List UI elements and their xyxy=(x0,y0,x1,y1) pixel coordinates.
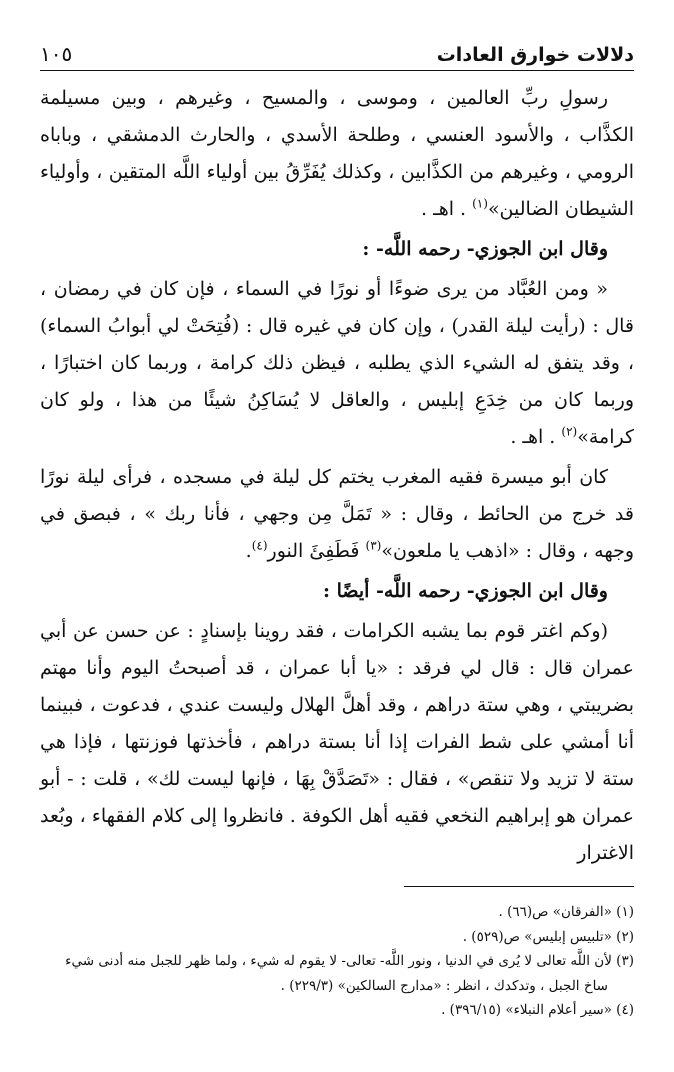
footnote-4: (٤) «سير أعلام النبلاء» (٣٩٦/١٥) . xyxy=(441,1002,634,1018)
paragraph-1 xyxy=(40,80,634,228)
paragraph-2-text: « ومن العُبَّاد من يرى ضوءًا أو نورًا في السماء ، فإن كان في رمضان ، قال : (رأيت ليلة القدر) ، وإن كان في غيره قال : (فُتِحَتْ لي أبوابُ السماء) ، وقد يتفق له الشيء الذي يطلبه ، فيظن ذلك كرامة ، وربما كان اختبارًا ، وربما كان من خِدَعِ إبليس ، والعاقل لا يُسَاكِنُ شيئًا من هذا ، ولو كان كرامة» xyxy=(40,278,634,448)
footnote-3: (٣) لأن اللَّه تعالى لا يُرى في الدنيا ، ونور اللَّه- تعالى- لا يقوم له شيء ، ولما ظهر للجبل منه أدنى شيء xyxy=(65,953,634,969)
page-number: ١٠٥ xyxy=(40,42,73,66)
paragraph-1-end: . اهـ . xyxy=(421,198,473,220)
footnote-separator xyxy=(404,886,634,887)
footnote-1: (١) «الفرقان» ص(٦٦) . xyxy=(498,904,634,920)
footnote-ref-4: (٤) xyxy=(251,538,268,553)
paragraph-3 xyxy=(40,459,634,570)
footnote-ref-2: (٢) xyxy=(561,424,578,439)
footnote-ref-3: (٣) xyxy=(365,538,382,553)
footnotes xyxy=(40,900,634,1023)
main-text xyxy=(40,80,634,875)
paragraph-3-end: . xyxy=(245,540,252,562)
paragraph-2 xyxy=(40,271,634,456)
paragraph-3-text: كان أبو ميسرة فقيه المغرب يختم كل ليلة في مسجده ، فرأى ليلة نورًا قد خرج من الحائط ، وقال : « تَمَلَّ مِن وجهي ، فأنا ربك » ، فبصق في وجهه ، وقال : «اذهب يا ملعون» xyxy=(40,466,634,562)
footnote-2: (٢) «تلبيس إبليس» ص(٥٢٩) . xyxy=(462,928,634,945)
paragraph-4: (وكم اغتر قوم بما يشبه الكرامات ، فقد روينا بإسنادٍ : عن حسن عن أبي عمران قال : قال لي فرقد : «يا أبا عمران ، قد أصبحتُ اليوم وأنا مهتم بضريبتي ، وهي ستة دراهم ، وقد أهلَّ الهلال وليست عندي ، فدعوت ، فبينما أنا أمشي على شط الفرات إذا أنا بستة دراهم ، فأخذتها فوزنتها ، فإذا هي ستة لا تزيد ولا تنقص» ، فقال : «تَصَدَّقْ بِهَا ، فإنها ليست لك» ، قلت : - أبو عمران هو إبراهيم النخعي فقيه أهل الكوفة . فانظروا إلى كلام الفقهاء ، وبُعد الاغترار xyxy=(40,620,634,864)
header-rule xyxy=(40,70,634,71)
paragraph-3-mid: فَطَفِئَ النور xyxy=(267,540,366,562)
paragraph-2-end: . اهـ . xyxy=(510,426,562,448)
heading-ibn-jawzi-2: وقال ابن الجوزي- رحمه اللَّه- أيضًا : xyxy=(322,580,608,602)
footnote-3-continuation: ساخ الجبل ، وتدكدك ، انظر : «مدارج السالكين» (٢٢٩/٣) . xyxy=(280,977,608,994)
footnote-ref-1: (١) xyxy=(472,196,488,211)
heading-ibn-jawzi-1: وقال ابن الجوزي- رحمه اللَّه- : xyxy=(362,238,608,260)
running-title: دلالات خوارق العادات xyxy=(436,44,634,66)
paragraph-1-text: رسولِ ربِّ العالمين ، وموسى ، والمسيح ، وغيرهم ، وبين مسيلمة الكذَّاب ، والأسود العنسي ، وطلحة الأسدي ، والحارث الدمشقي ، وباباه الرومي ، وغيرهم من الكذَّابين ، وكذلك يُفَرِّقُ بين أولياء اللَّه المتقين ، وأولياء الشيطان الضالين» xyxy=(40,87,634,220)
running-header xyxy=(40,26,634,66)
